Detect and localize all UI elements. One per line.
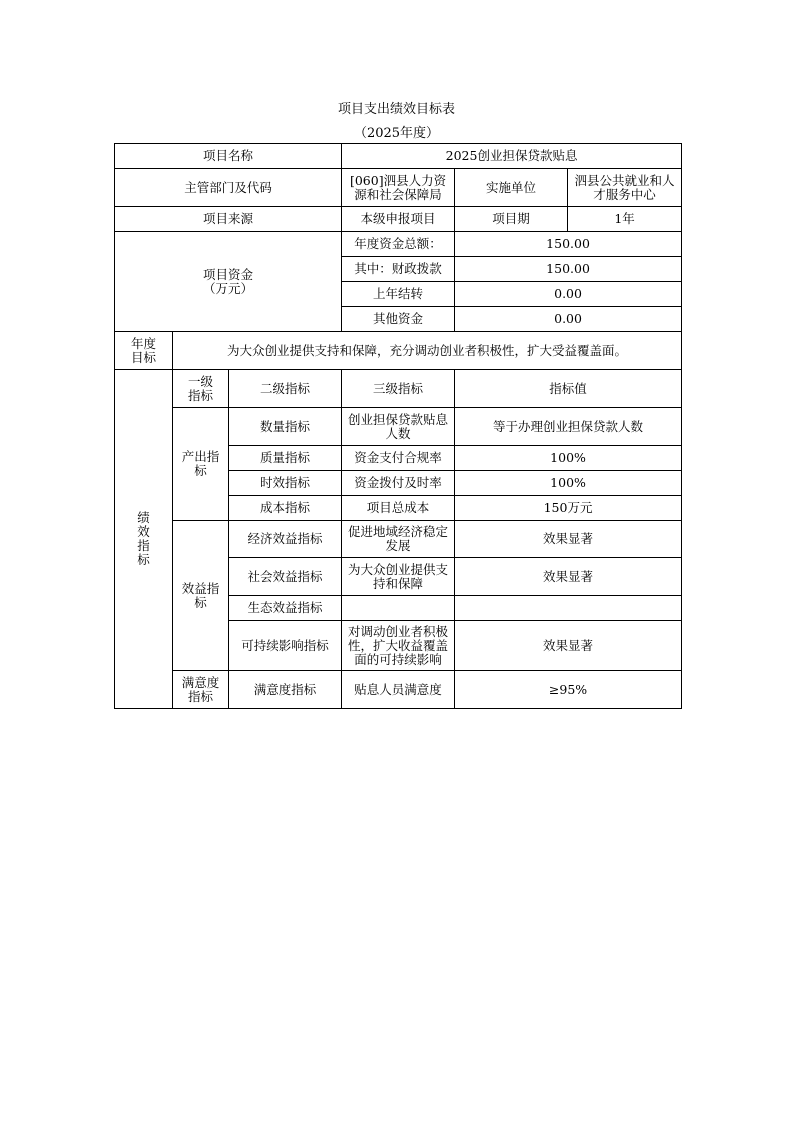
- value-cell: 效果显著: [455, 521, 682, 558]
- header-level1: 一级 指标: [173, 370, 229, 408]
- header-level2: 二级指标: [229, 370, 342, 408]
- fund-label: 其中：财政拨款: [342, 257, 455, 282]
- project-source-label: 项目来源: [115, 207, 342, 232]
- project-period-label: 项目期: [455, 207, 568, 232]
- project-name-value: 2025创业担保贷款贴息: [342, 144, 682, 169]
- page-title: 项目支出绩效目标表: [337, 102, 455, 117]
- row-fund-total: [115, 232, 682, 257]
- level3-cell: 促进地域经济稳定发展: [342, 521, 455, 558]
- value-cell: 100%: [455, 446, 682, 471]
- level2-cell: 生态效益指标: [229, 596, 342, 621]
- table-row: [115, 408, 682, 446]
- fund-value: 0.00: [455, 307, 682, 332]
- performance-indicators-label: 绩 效 指 标: [115, 370, 173, 709]
- value-cell: 效果显著: [455, 558, 682, 596]
- row-project-source: [115, 207, 682, 232]
- level3-cell: 资金拨付及时率: [342, 471, 455, 496]
- value-cell: 效果显著: [455, 621, 682, 671]
- level3-cell: 项目总成本: [342, 496, 455, 521]
- level2-cell: 数量指标: [229, 408, 342, 446]
- benefit-indicators-label: 效益指 标: [173, 521, 229, 671]
- satisfaction-indicators-label: 满意度 指标: [173, 671, 229, 709]
- project-name-label: 项目名称: [115, 144, 342, 169]
- value-cell: 150万元: [455, 496, 682, 521]
- level2-cell: 时效指标: [229, 471, 342, 496]
- row-indicator-headers: [115, 370, 682, 408]
- value-cell: 100%: [455, 471, 682, 496]
- level2-cell: 经济效益指标: [229, 521, 342, 558]
- fund-value: 150.00: [455, 232, 682, 257]
- fund-label: 上年结转: [342, 282, 455, 307]
- page-subtitle: （2025年度）: [353, 126, 440, 141]
- level2-cell: 成本指标: [229, 496, 342, 521]
- header-level3: 三级指标: [342, 370, 455, 408]
- value-cell: ≥95%: [455, 671, 682, 709]
- value-cell: [455, 596, 682, 621]
- level2-cell: 质量指标: [229, 446, 342, 471]
- level3-cell: 对调动创业者积极性，扩大收益覆盖面的可持续影响: [342, 621, 455, 671]
- table-row: [115, 671, 682, 709]
- table-row: [115, 521, 682, 558]
- row-project-name: [115, 144, 682, 169]
- level3-cell: 贴息人员满意度: [342, 671, 455, 709]
- project-funds-label: 项目资金 （万元）: [115, 232, 342, 332]
- department-label: 主管部门及代码: [115, 169, 342, 207]
- header-value: 指标值: [455, 370, 682, 408]
- level2-cell: 可持续影响指标: [229, 621, 342, 671]
- project-period-value: 1年: [568, 207, 682, 232]
- level3-cell: 创业担保贷款贴息人数: [342, 408, 455, 446]
- fund-label: 年度资金总额：: [342, 232, 455, 257]
- row-annual-goal: [115, 332, 682, 370]
- implementing-unit-value: 泗县公共就业和人才服务中心: [568, 169, 682, 207]
- level2-cell: 社会效益指标: [229, 558, 342, 596]
- fund-label: 其他资金: [342, 307, 455, 332]
- department-value: [060]泗县人力资源和社会保障局: [342, 169, 455, 207]
- annual-goal-label: 年度 目标: [115, 332, 173, 370]
- project-source-value: 本级申报项目: [342, 207, 455, 232]
- level3-cell: [342, 596, 455, 621]
- annual-goal-text: 为大众创业提供支持和保障，充分调动创业者积极性，扩大受益覆盖面。: [173, 332, 682, 370]
- level2-cell: 满意度指标: [229, 671, 342, 709]
- implementing-unit-label: 实施单位: [455, 169, 568, 207]
- value-cell: 等于办理创业担保贷款人数: [455, 408, 682, 446]
- fund-value: 0.00: [455, 282, 682, 307]
- level3-cell: 为大众创业提供支持和保障: [342, 558, 455, 596]
- row-department: [115, 169, 682, 207]
- fund-value: 150.00: [455, 257, 682, 282]
- output-indicators-label: 产出指 标: [173, 408, 229, 521]
- performance-goal-table: [114, 143, 682, 709]
- level3-cell: 资金支付合规率: [342, 446, 455, 471]
